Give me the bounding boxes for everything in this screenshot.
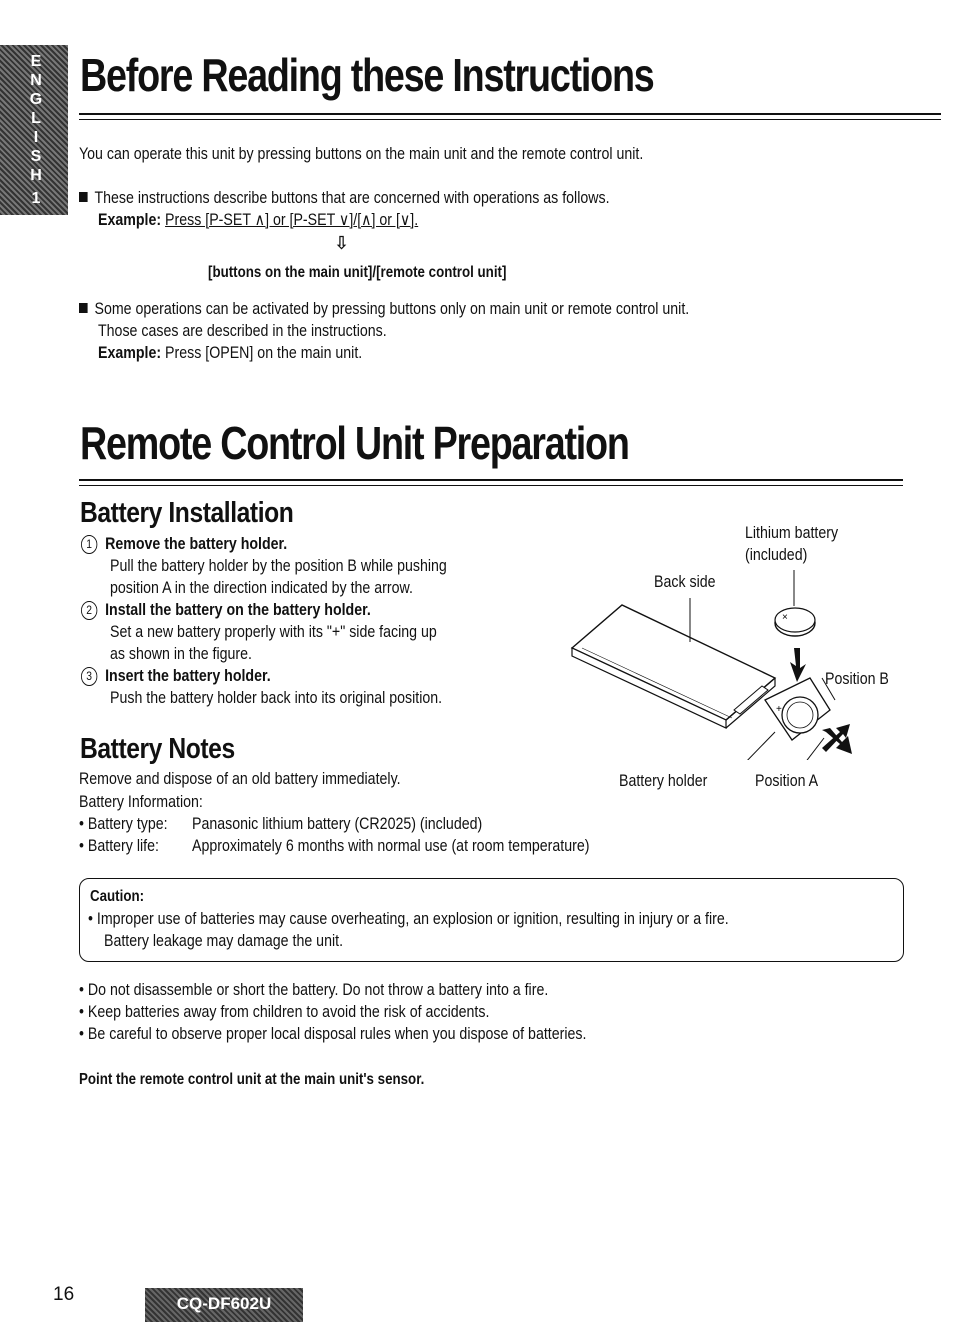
- step-text: Push the battery holder back into its original position.: [110, 689, 443, 707]
- step-number: 3: [81, 667, 97, 686]
- intro-text: You can operate this unit by pressing buttons on the main unit and the remote control unit.: [79, 145, 644, 163]
- example-line: [98, 209, 418, 231]
- down-arrow-icon: ⇩: [334, 233, 350, 253]
- battery-life-value: Approximately 6 months with normal use (at room temperature): [191, 837, 590, 855]
- step-text: as shown in the figure.: [110, 645, 252, 663]
- heading-battery-notes: Battery Notes: [80, 733, 235, 765]
- list-item-text: Be careful to observe proper local disposal rules when you dispose of batteries.: [87, 1025, 587, 1043]
- example-text: Press [OPEN] on the main unit.: [165, 344, 363, 362]
- section-title-before-reading: Before Reading these Instructions: [80, 49, 654, 101]
- example-text: Press [P-SET ∧] or [P-SET ∨]/[∧] or [∨].: [165, 211, 419, 229]
- model-badge: [145, 1288, 303, 1322]
- figure-label-battery-holder: Battery holder: [619, 772, 708, 790]
- caution-line: Improper use of batteries may cause overheating, an explosion or ignition, resulting in injury or a fire.: [96, 910, 729, 928]
- language-tab: [0, 45, 68, 215]
- bullet-dot: •: [79, 1025, 88, 1043]
- title-rule: [79, 479, 903, 481]
- step-title: [81, 533, 287, 555]
- battery-life-row: [79, 835, 589, 857]
- tab-letter: E: [30, 53, 42, 70]
- bullet-text: These instructions describe buttons that are concerned with operations as follows.: [94, 189, 610, 207]
- step-text: position A in the direction indicated by the arrow.: [110, 579, 413, 597]
- example-label: Example:: [98, 211, 162, 229]
- tab-letter: L: [31, 110, 41, 127]
- list-item-text: Do not disassemble or short the battery. Do not throw a battery into a fire.: [87, 981, 549, 999]
- step-title-text: Remove the battery holder.: [105, 535, 288, 553]
- tab-letter: I: [33, 129, 39, 146]
- step-text: Pull the battery holder by the position B while pushing: [110, 557, 447, 575]
- figure-label-lithium: Lithium battery: [745, 524, 839, 542]
- figure-label-position-a: Position A: [755, 772, 819, 790]
- bullet-dot: •: [79, 1003, 88, 1021]
- bullet-item: [79, 187, 610, 209]
- figure-label-included: (included): [745, 546, 808, 564]
- bullet-dot: •: [79, 837, 88, 855]
- bullet-dot: •: [79, 815, 88, 833]
- insert-arrow-icon: [790, 648, 806, 682]
- tab-number: 1: [31, 190, 41, 207]
- svg-text:×: ×: [782, 612, 788, 623]
- figure-label-position-b: Position B: [825, 670, 889, 688]
- square-bullet-icon: [79, 303, 88, 313]
- notes-text: Remove and dispose of an old battery immediately.: [79, 770, 401, 788]
- section-title-remote-prep: Remote Control Unit Preparation: [80, 417, 629, 469]
- battery-life-label: Battery life:: [87, 837, 159, 855]
- step-number: 2: [81, 601, 97, 620]
- title-rule-thin: [79, 119, 941, 120]
- caution-title: Caution:: [90, 888, 145, 905]
- title-rule: [79, 113, 941, 115]
- example-label: Example:: [98, 344, 162, 362]
- heading-battery-installation: Battery Installation: [80, 497, 294, 529]
- square-bullet-icon: [79, 192, 88, 202]
- buttons-note: [buttons on the main unit]/[remote control unit]: [208, 264, 507, 281]
- step-title-text: Insert the battery holder.: [105, 667, 271, 685]
- bullet-dot: •: [79, 981, 88, 999]
- step-title: [81, 665, 271, 687]
- list-item: [79, 979, 548, 1001]
- page-number: 16: [53, 1284, 75, 1305]
- tab-letter: G: [29, 91, 43, 108]
- tab-letter: H: [30, 167, 42, 184]
- battery-type-value: Panasonic lithium battery (CR2025) (included): [191, 815, 483, 833]
- battery-type-label: Battery type:: [87, 815, 168, 833]
- tab-letter: S: [30, 148, 42, 165]
- step-text: Set a new battery properly with its "+" side facing up: [110, 623, 437, 641]
- list-item-text: Keep batteries away from children to avoid the risk of accidents.: [87, 1003, 490, 1021]
- bullet-item: [79, 298, 689, 320]
- list-item: [79, 1001, 489, 1023]
- bullet-dot: •: [88, 910, 97, 928]
- final-note: Point the remote control unit at the main unit's sensor.: [79, 1071, 425, 1088]
- bullet-text: Some operations can be activated by pressing buttons only on main unit or remote control unit.: [94, 300, 690, 318]
- caution-text-continued: Battery leakage may damage the unit.: [104, 932, 344, 950]
- notes-text: Battery Information:: [79, 793, 203, 811]
- list-item: [79, 1023, 586, 1045]
- example-line: [98, 342, 362, 364]
- figure-label-back-side: Back side: [654, 573, 716, 591]
- step-title-text: Install the battery on the battery holder.: [105, 601, 371, 619]
- title-rule-thin: [79, 485, 903, 486]
- tab-letter: N: [30, 72, 42, 89]
- battery-type-row: [79, 813, 482, 835]
- step-title: [81, 599, 371, 621]
- caution-text: [88, 908, 729, 930]
- svg-text:+: +: [776, 704, 782, 715]
- step-number: 1: [81, 535, 97, 554]
- model-name: CQ-DF602U: [176, 1294, 272, 1313]
- bullet-text-continued: Those cases are described in the instructions.: [98, 322, 387, 340]
